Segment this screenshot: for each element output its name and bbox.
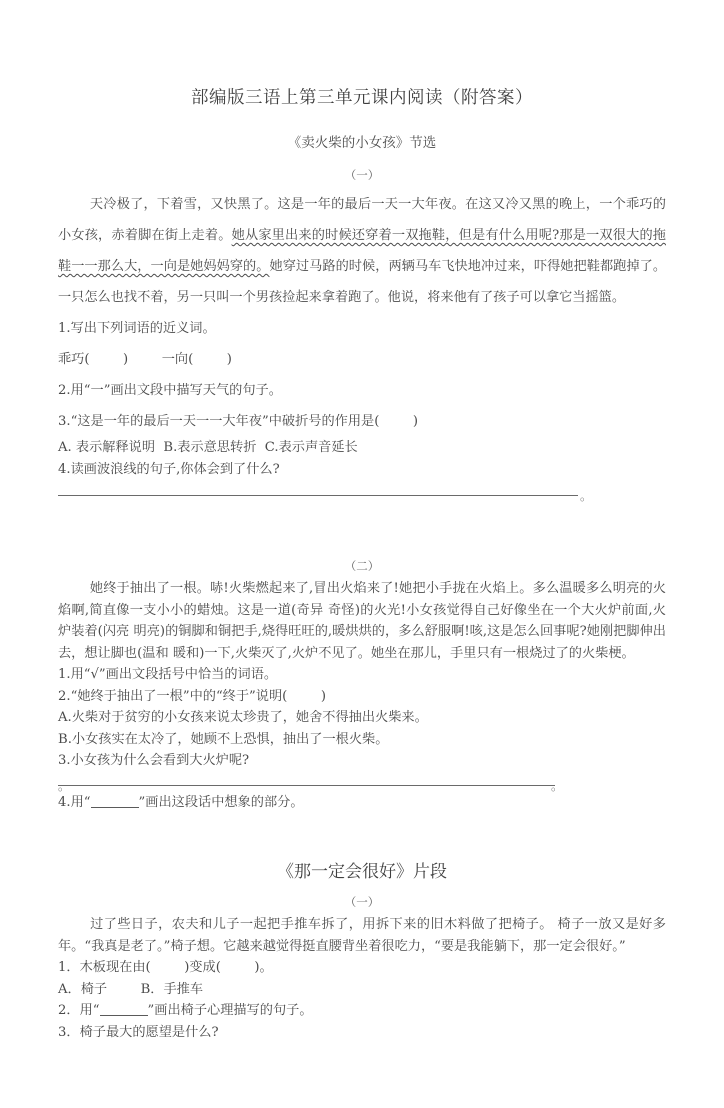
answer-blank-line[interactable]	[58, 772, 666, 792]
question-two-prefix: 2．用“	[58, 1003, 100, 1018]
section-three-label: （一）	[344, 895, 380, 909]
question-option-a: A.火柴对于贫穷的小女孩来说太珍贵了，她舍不得抽出火柴来。	[58, 710, 428, 725]
question-item: 1.写出下列词语的近义词。	[58, 321, 216, 336]
question-options: A. 表示解释说明 B.表示意思转折 C.表示声音延长	[58, 440, 358, 455]
question-item: 1．木板现在由( )变成( )。	[58, 960, 273, 975]
question-option-b: B.小女孩实在太冷了，她顾不上恐惧，抽出了一根火柴。	[58, 731, 389, 747]
section-three-questions	[58, 957, 666, 1043]
question-item: 4.读画波浪线的句子,你体会到了什么?	[58, 461, 280, 477]
question-item: 3.“这是一年的最后一天一一大年夜”中破折号的作用是( )	[58, 414, 419, 429]
question-item: 2.“她终于抽出了一根”中的“终于”说明( )	[58, 688, 326, 704]
paragraph-text-part-one: 天冷极了，下着雪，又快黑了。这是一年的最后一天一大年夜。在这又冷又黑的晚上，一个乖巧的小女孩，赤着脚在街上走着。	[58, 197, 666, 243]
passage-one-title: 《卖火柴的小女孩》节选	[287, 135, 437, 151]
page-title: 部编版三语上第三单元课内阅读（附答案）	[191, 88, 533, 108]
paragraph-wavy-underlined-text: 她从家里出来的时候还穿着一双拖鞋，但是有什么用呢?那是一双很大的拖鞋一一那么大，一向是她妈妈穿的。	[58, 228, 666, 274]
question-item-four	[58, 792, 666, 814]
question-item: 3．椅子最大的愿望是什么?	[58, 1024, 219, 1040]
question-options: A．椅子 B．手推车	[58, 981, 204, 997]
paragraph-text: 过了些日子，农夫和儿子一起把手推车拆了，用拆下来的旧木料做了把椅子。 椅子一放又是好多年。“我真是老了。”椅子想。它越来越觉得挺直腰背坐着很吃力，“要是我能躺下，那一定会很好。”	[58, 917, 666, 954]
question-two-suffix: ”画出椅子心理描写的句子。	[147, 1003, 313, 1018]
fill-in-blank-underline[interactable]	[100, 1015, 148, 1016]
question-four-suffix: ”画出这段话中想象的部分。	[138, 794, 304, 810]
section-two-paragraph	[58, 578, 666, 664]
question-item: 2.用“一”画出文段中描写天气的句子。	[58, 383, 282, 398]
paragraph-text: 她终于抽出了一根。哧!火柴燃起来了,冒出火焰来了!她把小手拢在火焰上。多么温暖多么明亮的火焰啊,简直像一支小小的蜡烛。这是一道(奇异 奇怪)的火光!小女孩觉得自己好像坐在一个大火炉前面,火炉装着(闪亮 明亮)的铜脚和铜把手,烧得旺旺的,暖烘烘的，多么舒服啊!咳,这是怎么回事呢?她刚把脚伸出去，想让脚也(温和 暖和)一下,火柴灭了,火炉不见了。她坐在那儿，手里只有一根烧过了的火柴梗。	[58, 581, 666, 661]
worksheet-page	[0, 84, 724, 1108]
answer-blank-line[interactable]	[58, 480, 666, 502]
section-two-questions	[58, 664, 666, 772]
question-four-prefix: 4.用“	[58, 794, 91, 810]
question-item: 乖巧( ) 一向( )	[58, 352, 232, 367]
answer-line-end-mark: 。	[551, 778, 564, 793]
question-item: 3.小女孩为什么会看到大火炉呢?	[58, 753, 250, 768]
section-two-label: （二）	[344, 559, 380, 573]
section-one-label: （一）	[344, 168, 380, 182]
passage-two-title: 《那一定会很好》片段	[277, 862, 447, 882]
section-one-questions	[58, 313, 666, 480]
section-one-paragraph	[58, 189, 666, 313]
paragraph-text-part-two: 她穿过马路的时候，两辆马车飞快地冲过来，吓得她把鞋都跑掉了。一只怎么也找不着，另一只叫一个男孩捡起来拿着跑了。他说，将来他有了孩子可以拿它当摇篮。	[58, 259, 667, 305]
answer-line-end-mark: 。	[580, 489, 593, 503]
section-three-paragraph	[58, 914, 666, 957]
fill-in-blank-underline[interactable]	[91, 807, 139, 808]
answer-line-start-mark: 。	[58, 778, 71, 793]
question-item-two	[58, 1000, 666, 1022]
question-item: 1.用“√”画出文段括号中恰当的词语。	[58, 667, 278, 682]
